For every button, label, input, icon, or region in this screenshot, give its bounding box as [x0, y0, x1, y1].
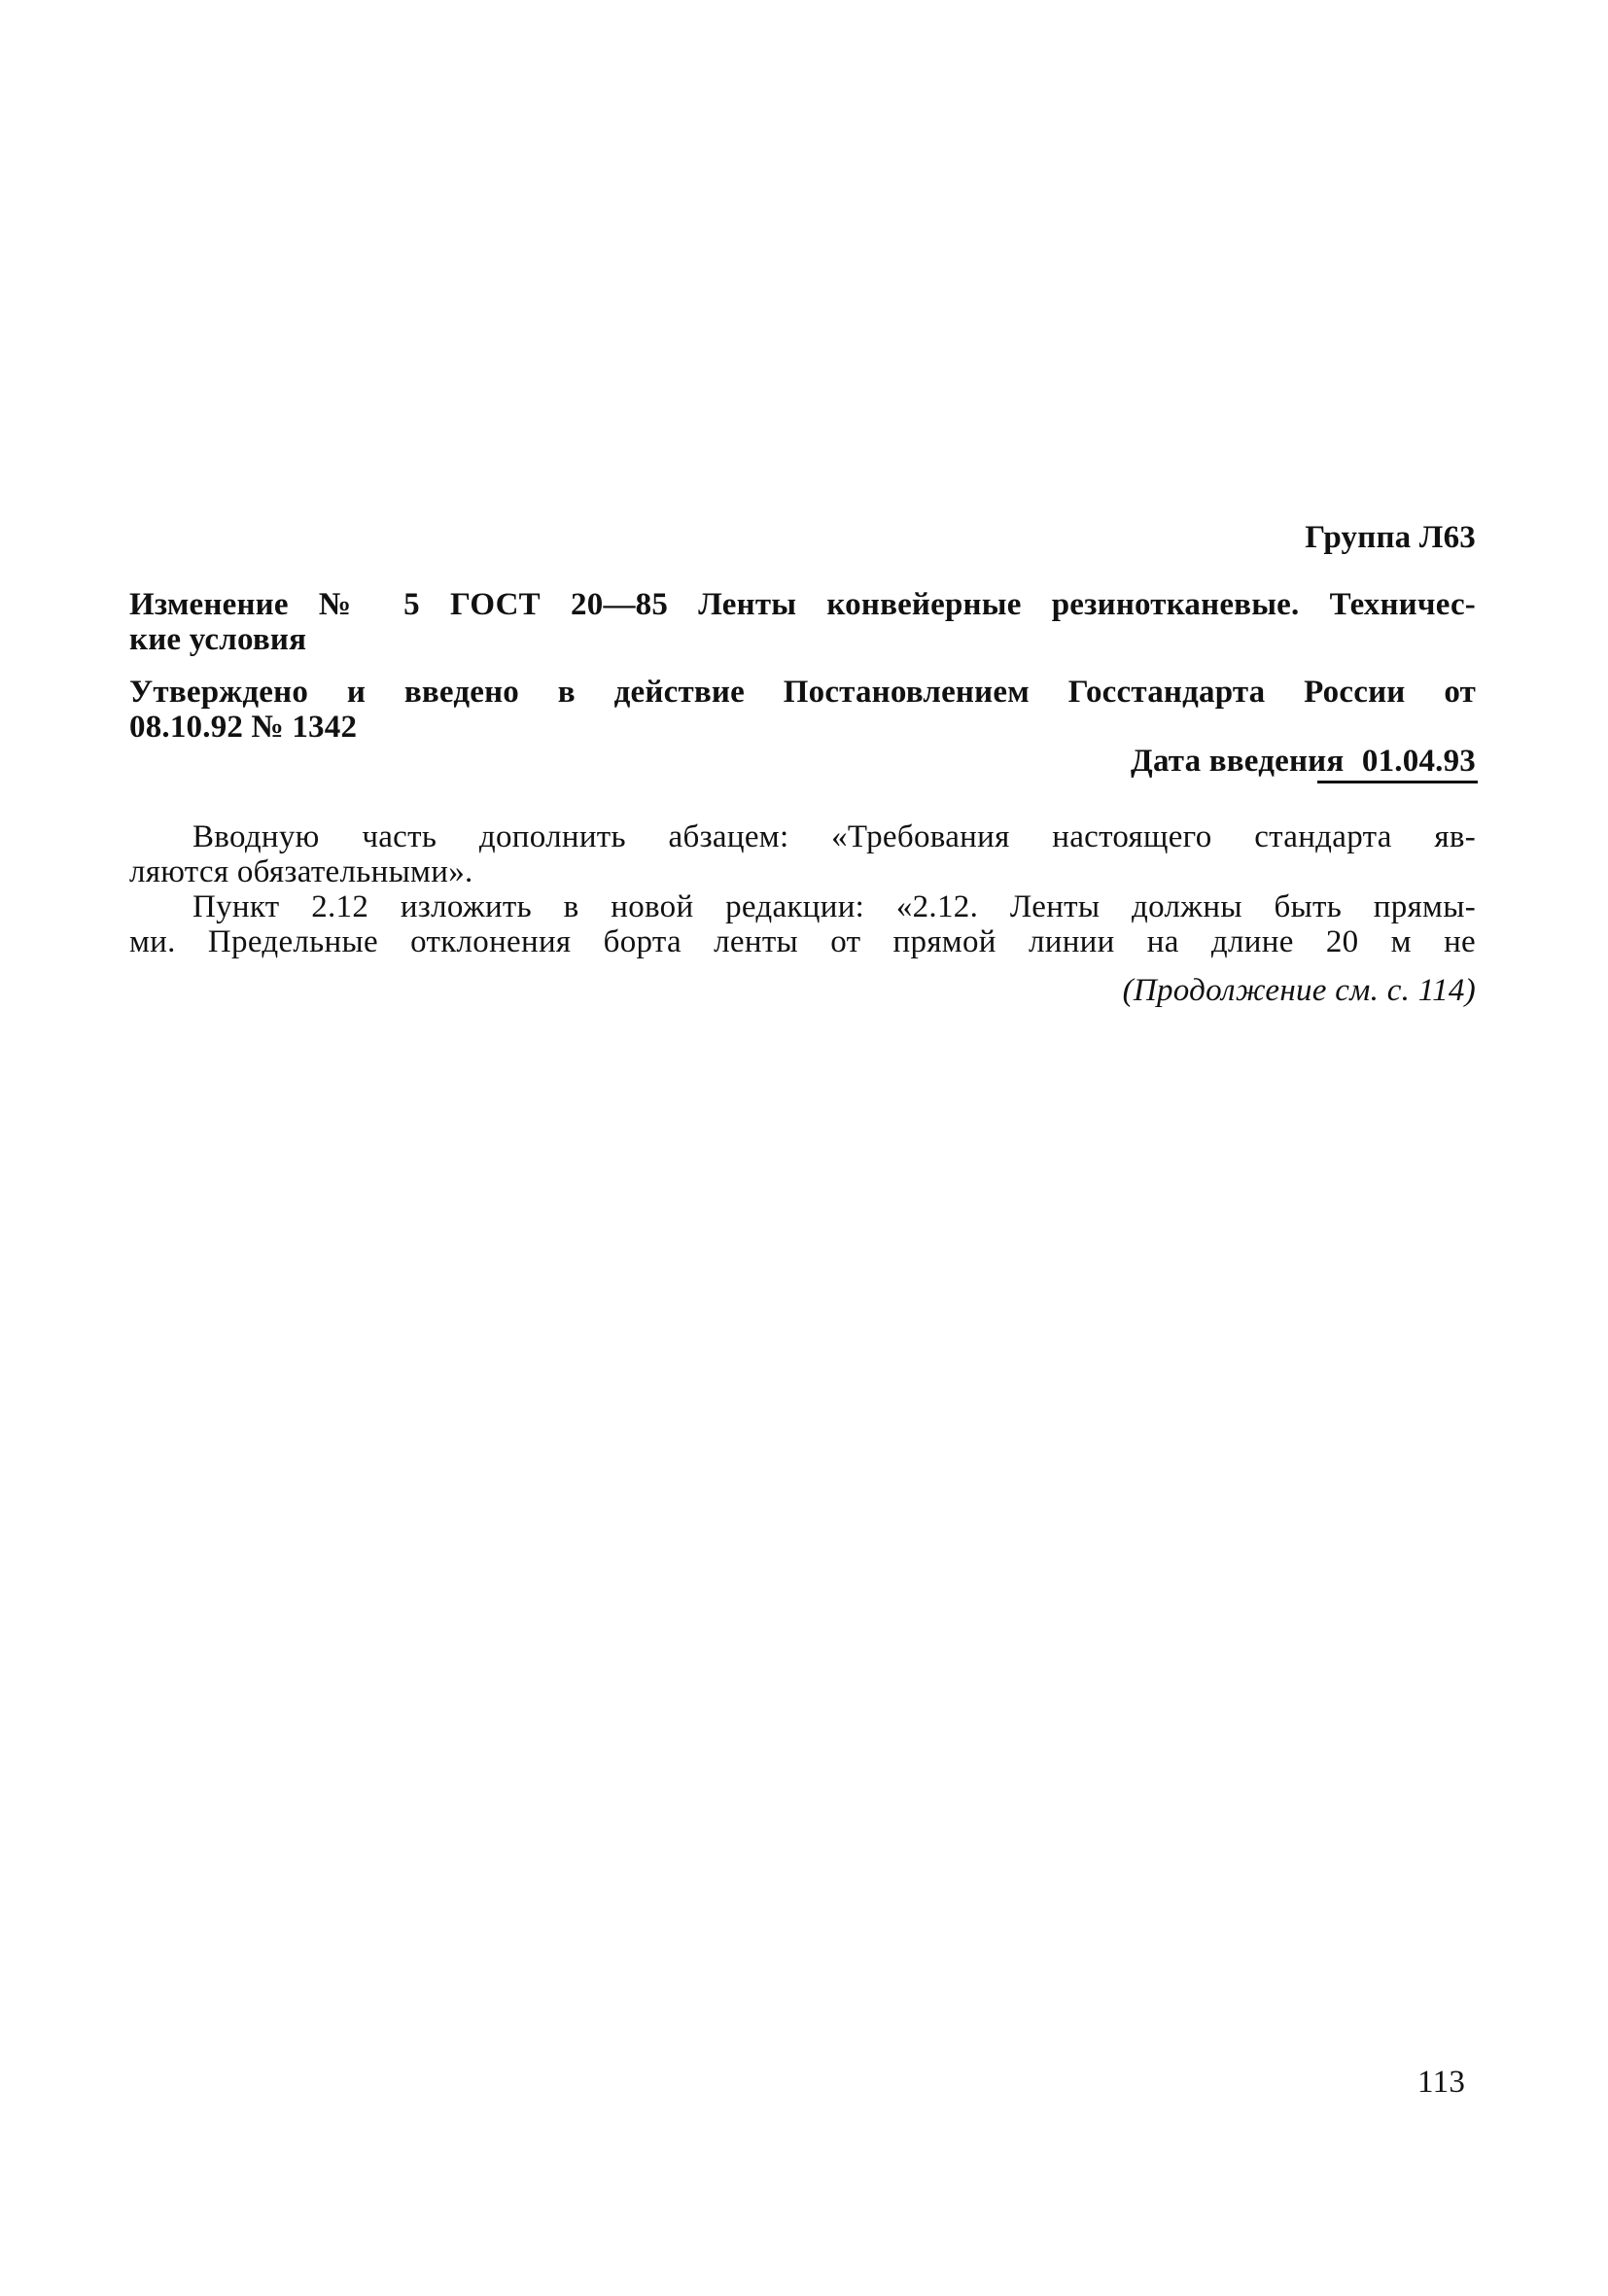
- group-label: Группа Л63: [1305, 520, 1476, 555]
- approval-line-2: 08.10.92 № 1342: [129, 710, 358, 745]
- intro-date-underline: [1317, 781, 1478, 783]
- paragraph-2-line-2: ми. Предельные отклонения борта ленты от прямой линии на длине 20 м не: [129, 924, 1476, 959]
- approval-line-1: Утверждено и введено в действие Постановлением Госстандарта России от: [129, 675, 1476, 710]
- continuation-note: (Продолжение см. с. 114): [1122, 973, 1476, 1008]
- paragraph-1-line-2: ляются обязательными».: [129, 854, 473, 889]
- paragraph-2-line-1: Пункт 2.12 изложить в новой редакции: «2.12. Ленты должны быть прямы-: [192, 889, 1476, 924]
- paragraph-1-line-1: Вводную часть дополнить абзацем: «Требования настоящего стандарта яв-: [192, 819, 1476, 854]
- intro-date: [1131, 746, 1476, 778]
- title-line-2: кие условия: [129, 622, 307, 657]
- intro-date-label: Дата введения: [1131, 744, 1345, 779]
- intro-date-value: 01.04.93: [1361, 744, 1476, 779]
- page-number: 113: [1417, 2065, 1466, 2100]
- title-line-1: Изменение № 5 ГОСТ 20—85 Ленты конвейерные резинотканевые. Техничес-: [129, 587, 1476, 622]
